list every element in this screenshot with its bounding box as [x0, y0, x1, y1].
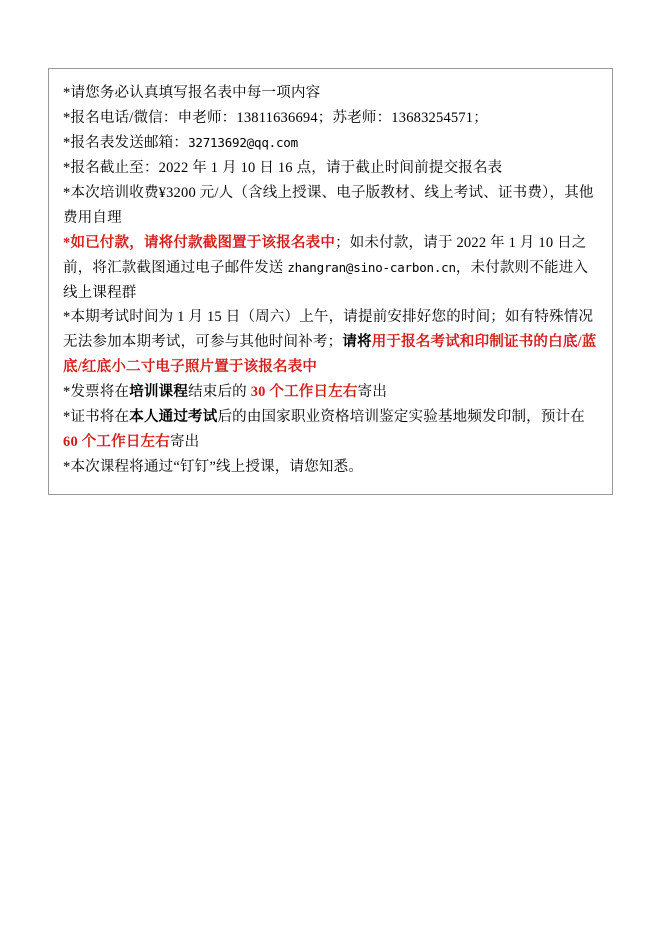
notice-text-segment: *报名截止至：2022 年 1 月 10 日 16 点，请于截止时间前提交报名表 — [63, 159, 503, 176]
notice-text-segment: *本次课程将通过“钉钉”线上授课，请您知悉。 — [63, 459, 364, 476]
notice-text-segment: *报名表发送邮箱： — [63, 134, 189, 151]
notice-email-text: zhangran@sino-carbon.cn — [287, 259, 456, 275]
notice-email-text: 32713692@qq.com — [188, 134, 298, 150]
notice-text-segment: 培训课程 — [129, 384, 189, 401]
notice-text-segment: *请您务必认真填写报名表中每一项内容 — [63, 85, 321, 101]
notice-line — [63, 455, 598, 480]
notice-text-segment: ；如未付款，请于 2022 年 1 月 10 日之前，将汇款截图通过电子邮件发送 — [63, 234, 587, 276]
notice-box — [48, 68, 613, 495]
notice-text-segment: *如已付款，请将付款截图置于该报名表中 — [63, 234, 336, 251]
notice-text-segment: *本次培训收费¥3200 元/人（含线上授课、电子版教材、线上考试、证书费），其他费用自理 — [63, 184, 594, 226]
notice-text-segment: *发票将在 — [63, 384, 130, 401]
notice-text-segment: *报名电话/微信：申老师：13811636694；苏老师：13683254571； — [63, 109, 488, 126]
notice-line — [63, 380, 598, 405]
notice-line — [63, 81, 598, 106]
notice-line — [63, 231, 598, 306]
notice-text-segment: 请将 — [342, 334, 372, 351]
notice-line — [63, 106, 598, 131]
notice-text-segment: 后的由国家职业资格培训鉴定实验基地频发印制，预计在 — [217, 409, 585, 426]
notice-text-segment: 用于报名考试和印制证书的白底/蓝底/红底小二寸电子照片置于该报名表中 — [63, 334, 597, 376]
notice-text-segment: *证书将在 — [63, 409, 130, 426]
notice-text-segment: 60 个工作日左右 — [63, 434, 170, 451]
notice-text-segment: *本期考试时间为 1 月 15 日（周六）上午，请提前安排好您的时间；如有特殊情况无法参加本期考试，可参与其他时间补考； — [63, 309, 594, 351]
notice-line — [63, 156, 598, 181]
notice-text-segment: 本人通过考试 — [129, 409, 218, 426]
notice-text-segment: 寄出 — [357, 384, 388, 401]
notice-line — [63, 305, 598, 380]
notice-text-segment: 30 个工作日左右 — [250, 384, 358, 401]
notice-text-segment: 结束后的 — [188, 384, 251, 401]
notice-text-segment: ，未付款则不能进入线上课程群 — [63, 259, 589, 301]
notice-text-segment: 寄出 — [169, 434, 200, 451]
notice-line — [63, 181, 598, 231]
notice-line — [63, 131, 598, 156]
notice-line — [63, 405, 598, 455]
